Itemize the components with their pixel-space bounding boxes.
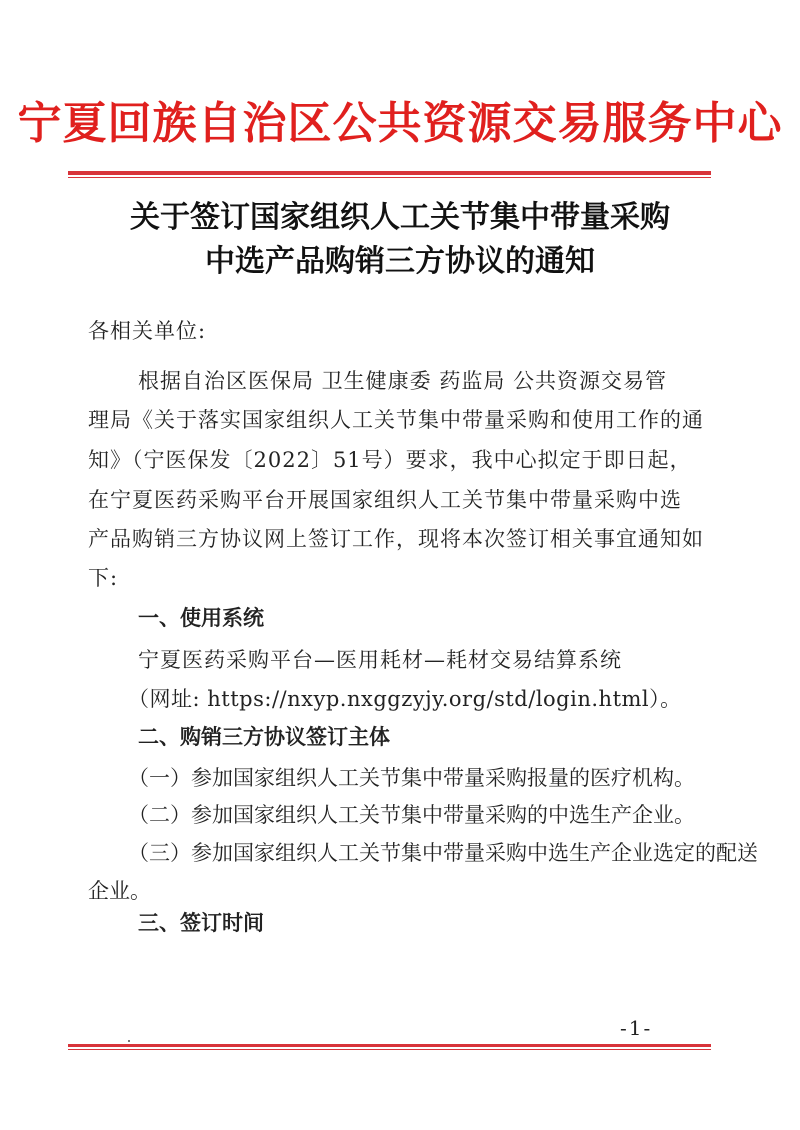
section-2-item: （三）参加国家组织人工关节集中带量采购中选生产企业选定的配送 [128,841,758,865]
system-url: （网址: https://nxyp.nxggzyjy.org/std/login.html）。 [128,687,682,711]
section-2-item: （一）参加国家组织人工关节集中带量采购报量的医疗机构。 [128,766,695,790]
paragraph-line: 知》（宁医保发〔2022〕51号）要求，我中心拟定于即日起， [88,448,692,472]
system-path: 宁夏医药采购平台—医用耗材—耗材交易结算系统 [138,648,622,672]
salutation: 各相关单位: [88,319,207,343]
document-title-line-2: 中选产品购销三方协议的通知 [205,244,595,279]
letterhead-org-name: 宁夏回族自治区公共资源交易服务中心 [17,98,783,149]
document-title-line-1: 关于签订国家组织人工关节集中带量采购 [130,200,670,235]
page-number: -1- [620,1016,653,1040]
letterhead-red-rule-thick [68,171,711,175]
section-2-item: （二）参加国家组织人工关节集中带量采购的中选生产企业。 [128,803,695,827]
paragraph-line: 根据自治区医保局 卫生健康委 药监局 公共资源交易管 [138,369,668,393]
section-3-heading: 三、签订时间 [138,911,264,935]
paragraph-line: 理局《关于落实国家组织人工关节集中带量采购和使用工作的通 [88,408,704,432]
section-1-heading: 一、使用系统 [138,606,264,630]
scan-speck [128,1040,130,1042]
letterhead-red-rule-thin [68,177,711,178]
document-title [0,196,800,284]
footer-red-rule-thin [68,1049,711,1050]
section-2-heading: 二、购销三方协议签订主体 [138,725,390,749]
section-2-item-continuation: 企业。 [88,879,151,903]
paragraph-line: 下: [88,566,119,590]
paragraph-line: 产品购销三方协议网上签订工作，现将本次签订相关事宜通知如 [88,527,704,551]
footer-red-rule-thick [68,1044,711,1047]
paragraph-line: 在宁夏医药采购平台开展国家组织人工关节集中带量采购中选 [88,488,682,512]
